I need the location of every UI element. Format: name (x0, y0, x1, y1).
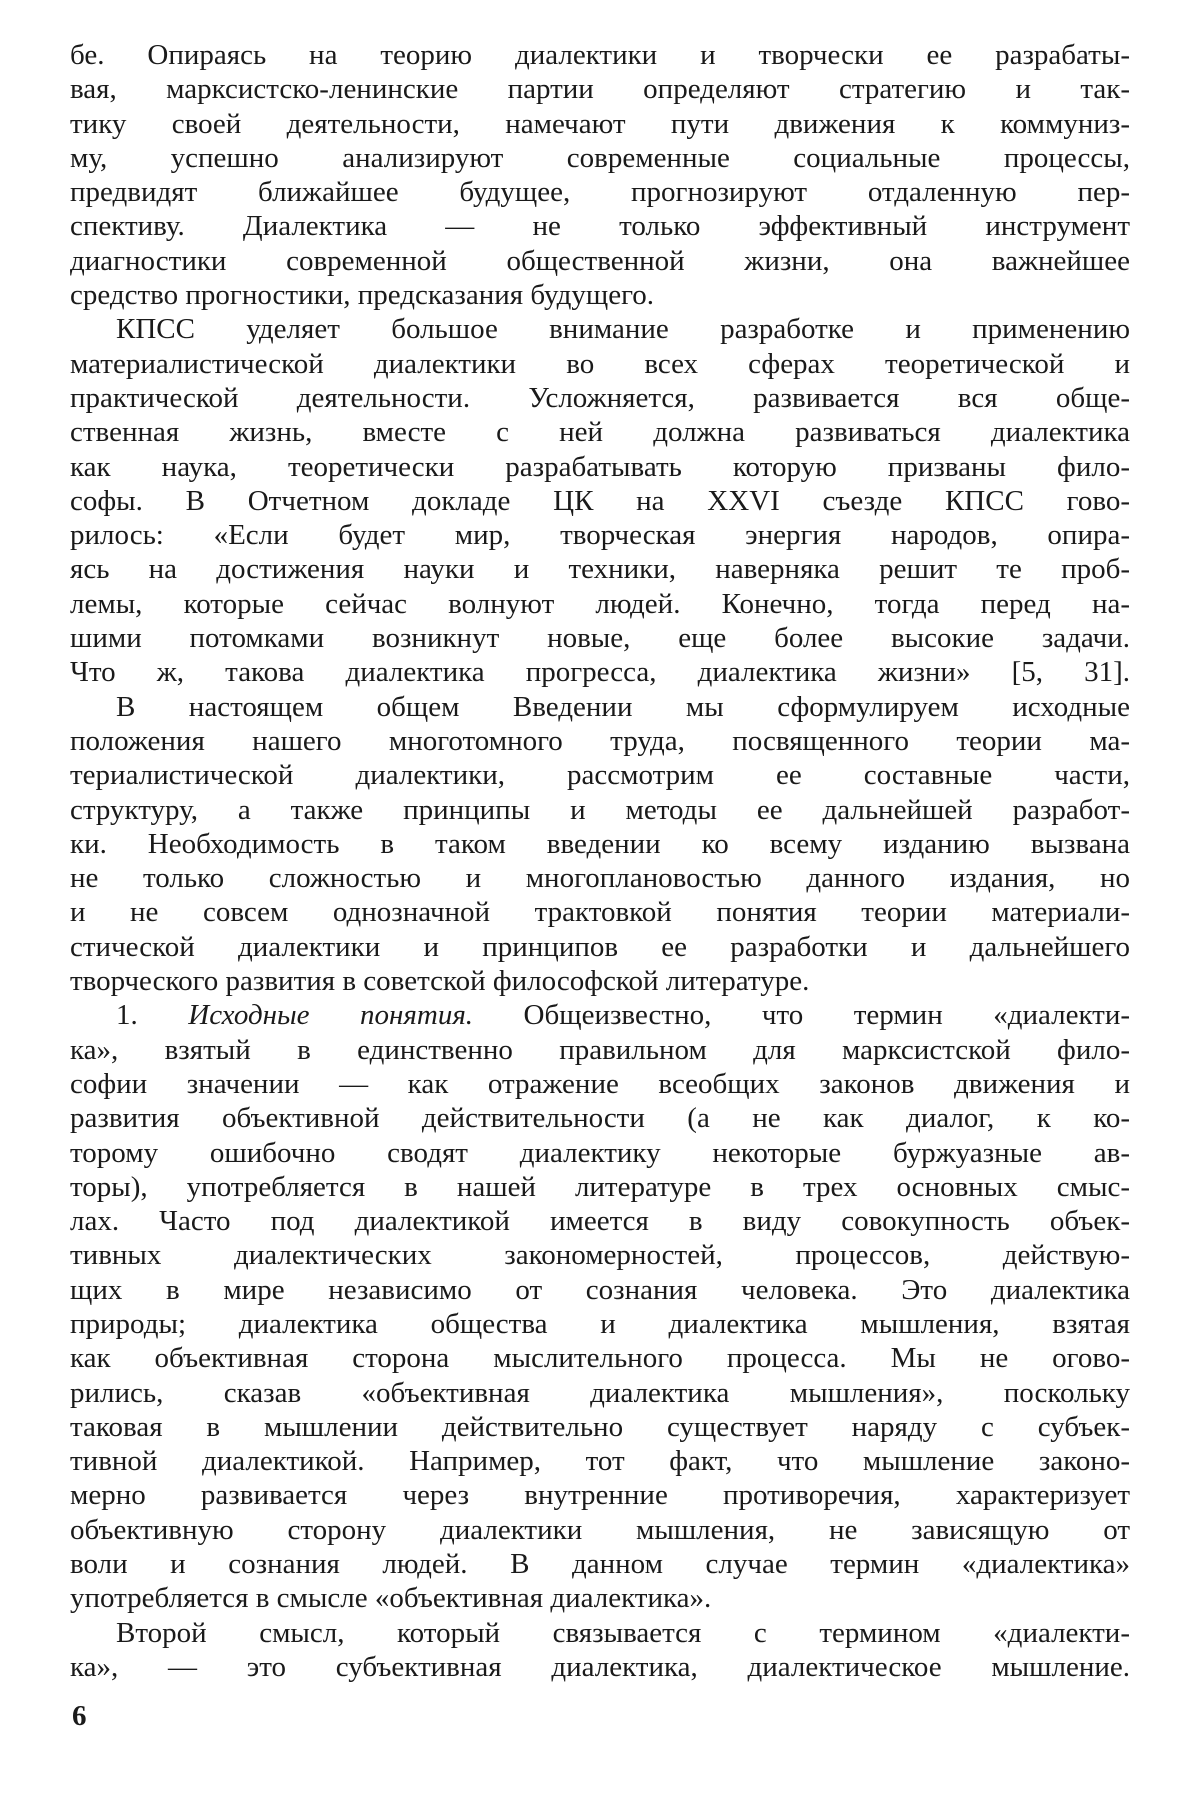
text-line: структуру, а также принципы и методы ее дальнейшей разработ- (70, 793, 1130, 826)
text-line: шими потомками возникнут новые, еще более высокие задачи. (70, 622, 1130, 655)
text-line: щих в мире независимо от сознания человека. Это диалектика (70, 1273, 1130, 1306)
text-line: спективу. Диалектика — не только эффективный инструмент (70, 210, 1130, 243)
text-line: ственная жизнь, вместе с ней должна развиваться диалектика (70, 416, 1130, 449)
text-line: положения нашего многотомного труда, посвященного теории ма- (70, 724, 1130, 757)
text-line: ка», — это субъективная диалектика, диалектическое мышление. (70, 1650, 1130, 1683)
text-line: В настоящем общем Введении мы сформулируем исходные (116, 690, 1130, 723)
text-line: КПСС уделяет большое внимание разработке и применению (116, 313, 1130, 346)
text-line: природы; диалектика общества и диалектика мышления, взятая (70, 1307, 1130, 1340)
text-line: торому ошибочно сводят диалектику некоторые буржуазные ав- (70, 1136, 1130, 1169)
page-number: 6 (72, 1700, 87, 1732)
paragraph (70, 1616, 1130, 1685)
text-line: рилось: «Если будет мир, творческая энергия народов, опира- (70, 519, 1130, 552)
text-line: развития объективной действительности (а не как диалог, к ко- (70, 1102, 1130, 1135)
text-line: стической диалектики и принципов ее разработки и дальнейшего (70, 930, 1130, 963)
section-number: 1. (116, 999, 189, 1032)
text-line: рились, сказав «объективная диалектика мышления», поскольку (70, 1376, 1130, 1409)
text-line: объективную сторону диалектики мышления, не зависящую от (70, 1513, 1130, 1546)
text-line: и не совсем однозначной трактовкой понятия теории материали- (70, 896, 1130, 929)
text-line: Второй смысл, который связывается с термином «диалекти- (116, 1616, 1130, 1649)
text-line: ка», взятый в единственно правильном для марксистской фило- (70, 1033, 1130, 1066)
text-line: употребляется в смысле «объективная диалектика». (70, 1582, 712, 1615)
text-line: тивных диалектических закономерностей, процессов, действую- (70, 1239, 1130, 1272)
text-line: как объективная сторона мыслительного процесса. Мы не огово- (70, 1342, 1130, 1375)
text-line: диагностики современной общественной жизни, она важнейшее (70, 244, 1130, 277)
text-line: материалистической диалектики во всех сферах теоретической и (70, 347, 1130, 380)
text-line: вая, марксистско-ленинские партии определяют стратегию и так- (70, 73, 1130, 106)
text-line: Что ж, такова диалектика прогресса, диалектика жизни» [5, 31]. (70, 656, 1130, 689)
text-line: тивной диалектикой. Например, тот факт, что мышление законо- (70, 1445, 1130, 1478)
text-line: ки. Необходимость в таком введении ко всему изданию вызвана (70, 827, 1130, 860)
text-line: му, успешно анализируют современные социальные процессы, (70, 141, 1130, 174)
text-line: бе. Опираясь на теорию диалектики и творчески ее разрабаты- (70, 39, 1130, 71)
text-line (70, 998, 1130, 1032)
text-line: ясь на достижения науки и техники, наверняка решит те проб- (70, 553, 1130, 586)
text-line: торы), употребляется в нашей литературе в трех основных смыс- (70, 1170, 1130, 1203)
text-line: софии значении — как отражение всеобщих законов движения и (70, 1067, 1130, 1100)
text-line: предвидят ближайшее будущее, прогнозируют отдаленную пер- (70, 176, 1130, 209)
text-line: средство прогностики, предсказания будущего. (70, 279, 655, 312)
text-line: мерно развивается через внутренние противоречия, характеризует (70, 1479, 1130, 1512)
book-page (70, 38, 1130, 1768)
text-line: творческого развития в советской философской литературе. (70, 965, 810, 998)
text-line: как наука, теоретически разрабатывать которую призваны фило- (70, 450, 1130, 483)
paragraph (70, 38, 1130, 312)
text-line: таковая в мышлении действительно существует наряду с субъек- (70, 1410, 1130, 1443)
text-line: воли и сознания людей. В данном случае термин «диалектика» (70, 1548, 1130, 1581)
text-line: лах. Часто под диалектикой имеется в виду совокупность объек- (70, 1205, 1130, 1238)
paragraph (70, 690, 1130, 999)
text-line: софы. В Отчетном докладе ЦК на XXVI съезде КПСС гово- (70, 484, 1130, 517)
text-line: практической деятельности. Усложняется, развивается вся обще- (70, 381, 1130, 414)
text-line: не только сложностью и многоплановостью данного издания, но (70, 862, 1130, 895)
section-heading: Исходные понятия. (188, 999, 474, 1032)
text-line: тику своей деятельности, намечают пути движения к коммуниз- (70, 107, 1130, 140)
paragraph (70, 312, 1130, 689)
text-line: териалистической диалектики, рассмотрим ее составные части, (70, 759, 1130, 792)
paragraph (70, 998, 1130, 1615)
text-fragment: Общеизвестно, что термин «диалекти- (473, 999, 1131, 1032)
text-line: лемы, которые сейчас волнуют людей. Конечно, тогда перед на- (70, 587, 1130, 620)
